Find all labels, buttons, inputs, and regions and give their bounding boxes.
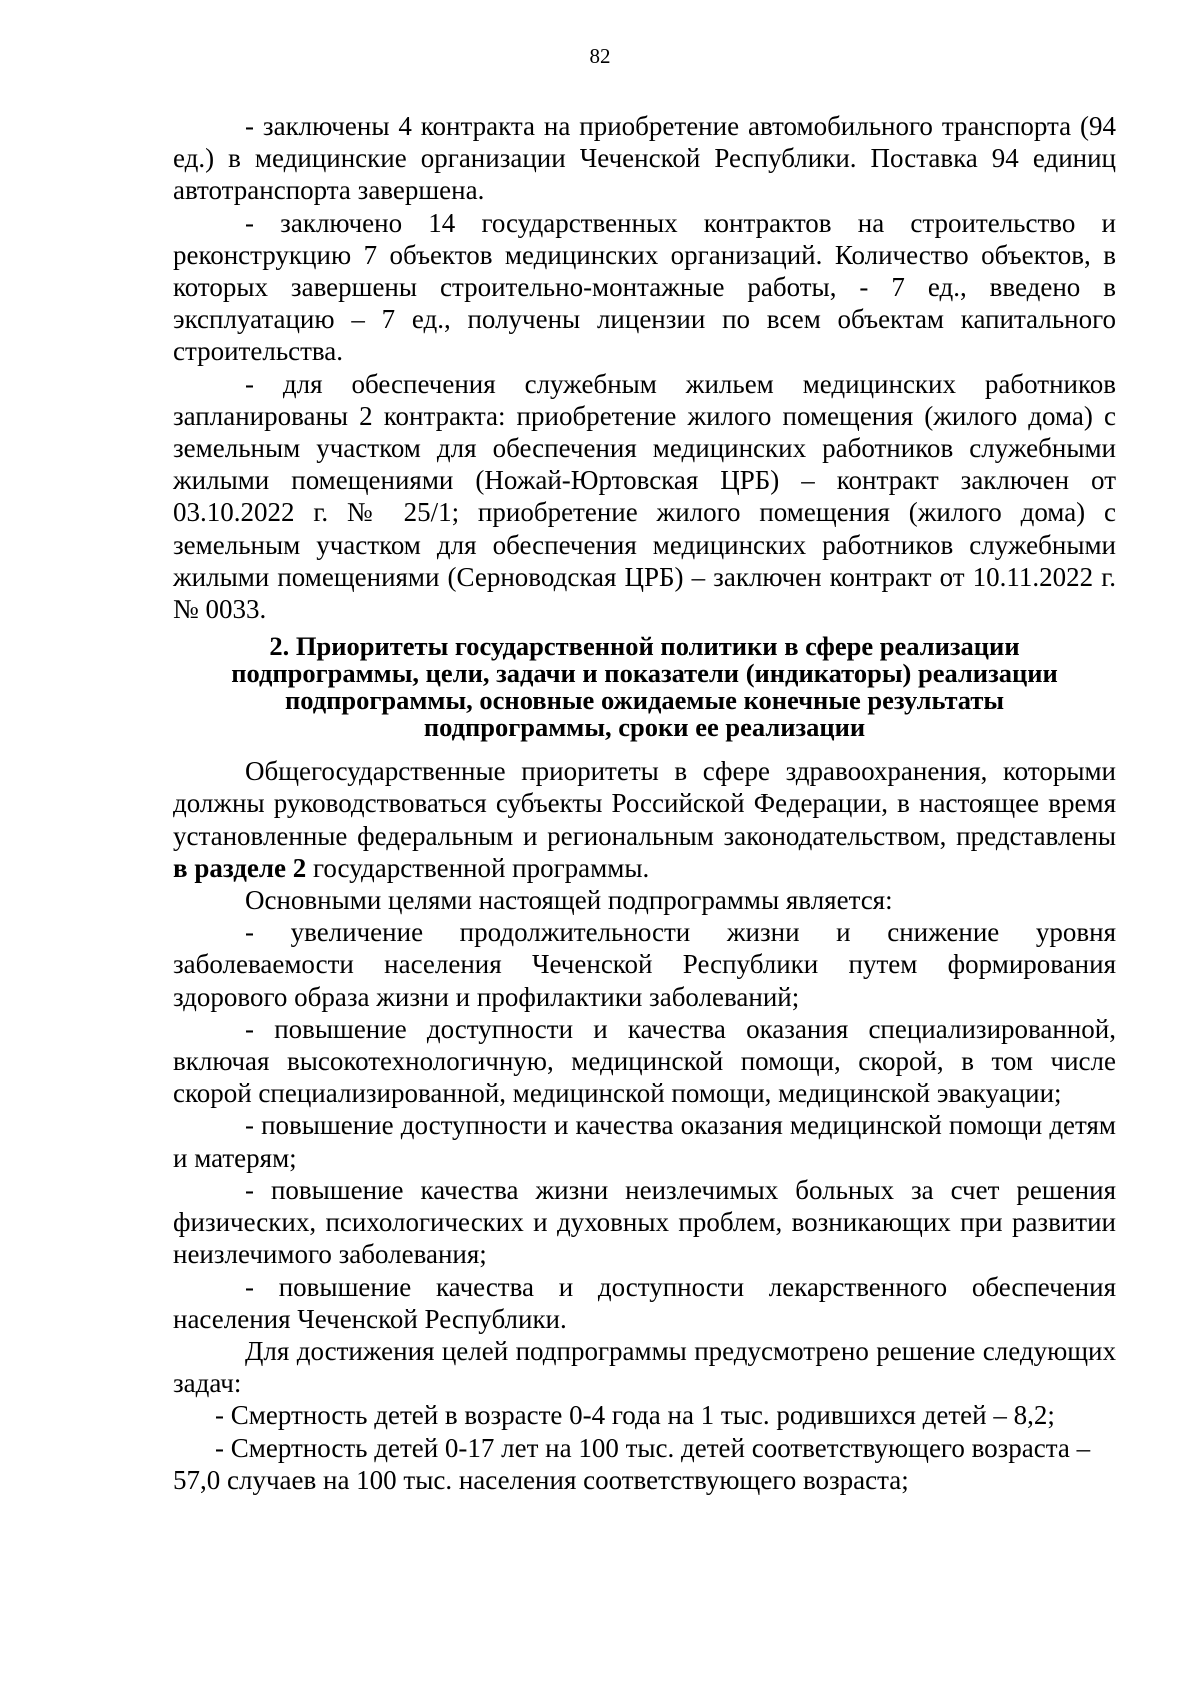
goal-item-drug-supply: - повышение качества и доступности лекарственного обеспечения населения Чеченской Республики. — [173, 1271, 1116, 1334]
goal-item-mother-child-care: - повышение доступности и качества оказания медицинской помощи детям и матерям; — [173, 1110, 1116, 1173]
priorities-text-end: государственной программы. — [306, 852, 650, 883]
priorities-text-start: Общегосударственные приоритеты в сфере здравоохранения, которыми должны руководствоваться субъекты Российской Федерации, в настоящее время установленные федеральным и региональным законодательством, представлены — [173, 756, 1116, 851]
goal-item-palliative-care: - повышение качества жизни неизлечимых больных за счет решения физических, психологических и духовных проблем, возникающих при развитии неизлечимого заболевания; — [173, 1174, 1116, 1270]
paragraph-housing-contracts: - для обеспечения служебным жильем медицинских работников запланированы 2 контракта: приобретение жилого помещения (жилого дома) с земельным участком для обеспечения медицинских работников служебными жилыми помещениями (Ножай-Юртовская ЦРБ) – контракт заключен от 03.10.2022 г. № 25/1; приобретение жилого помещения (жилого дома) с земельным участком для обеспечения медицинских работников служебными жилыми помещениями (Серноводская ЦРБ) – заключен контракт от 10.11.2022 г. № 0033. — [173, 368, 1116, 625]
page-number: 82 — [589, 44, 611, 68]
task-item-child-mortality-0-4: - Смертность детей в возрасте 0-4 года на 1 тыс. родившихся детей – 8,2; — [215, 1400, 1055, 1431]
section-heading: 2. Приоритеты государственной политики в сфере реализации подпрограммы, цели, задачи и показатели (индикаторы) реализации подпрограммы, основные ожидаемые конечные результаты подпрограммы, сроки ее реализации — [231, 631, 1058, 743]
goal-item-life-expectancy: - увеличение продолжительности жизни и снижение уровня заболеваемости населения Чеченской Республики путем формирования здорового образа жизни и профилактики заболеваний; — [173, 917, 1116, 1012]
paragraph-vehicle-contracts: - заключены 4 контракта на приобретение автомобильного транспорта (94 ед.) в медицинские организации Чеченской Республики. Поставка 94 единиц автотранспорта завершена. — [173, 111, 1116, 206]
task-item-child-mortality-0-17: - Смертность детей 0-17 лет на 100 тыс. детей соответствующего возраста – 57,0 случаев на 100 тыс. населения соответствующего возраста; — [173, 1432, 1091, 1495]
page-content — [173, 110, 1116, 1496]
paragraph-priorities — [173, 755, 1116, 884]
goals-intro: Основными целями настоящей подпрограммы является: — [245, 885, 893, 916]
tasks-intro: Для достижения целей подпрограммы предусмотрено решение следующих задач: — [173, 1335, 1116, 1399]
paragraph-construction-contracts: - заключено 14 государственных контрактов на строительство и реконструкцию 7 объектов медицинских организаций. Количество объектов, в которых завершены строительно-монтажные работы, - 7 ед., введено в эксплуатацию – 7 ед., получены лицензии по всем объектам капитального строительства. — [173, 207, 1116, 367]
goal-item-specialized-care: - повышение доступности и качества оказания специализированной, включая высокотехнологичную, медицинской помощи, скорой, в том числе скорой специализированной, медицинской помощи, медицинской эвакуации; — [173, 1013, 1116, 1109]
priorities-bold-reference: в разделе 2 — [173, 852, 307, 883]
